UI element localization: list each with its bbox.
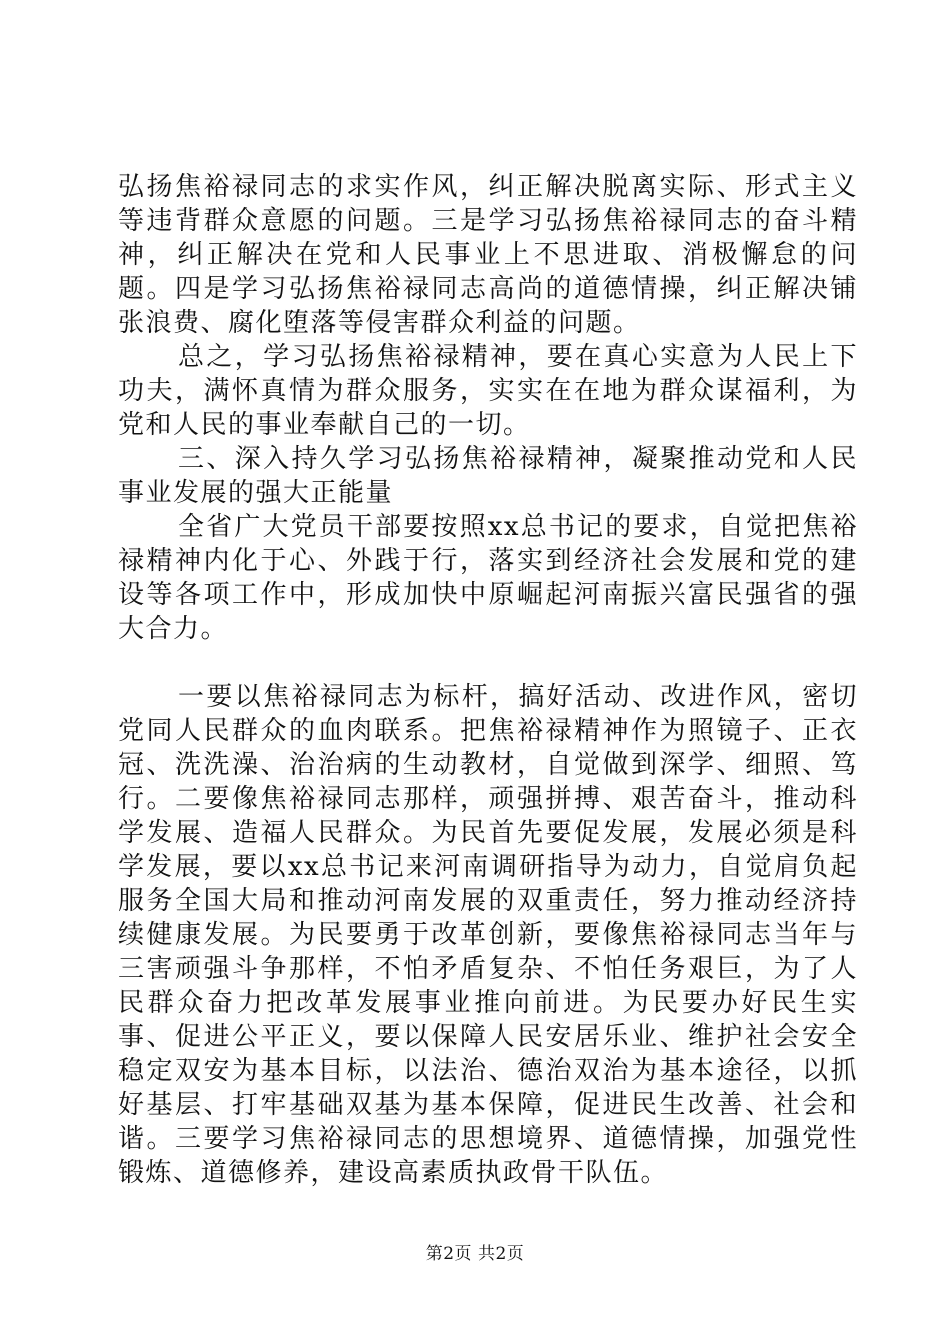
paragraph-requirements: 一要以焦裕禄同志为标杆，搞好活动、改进作风，密切党同人民群众的血肉联系。把焦裕禄精神作为照镜子、正衣冠、洗洗澡、治治病的生动教材，自觉做到深学、细照、笃行。二要像焦裕禄同志那样，顽强拼搏、艰苦奋斗，推动科学发展、造福人民群众。为民首先要促发展，发展必须是科学发展，要以xx总书记来河南调研指导为动力，自觉肩负起服务全国大局和推动河南发展的双重责任，努力推动经济持续健康发展。为民要勇于改革创新，要像焦裕禄同志当年与三害顽强斗争那样，不怕矛盾复杂、不怕任务艰巨，为了人民群众奋力把改革发展事业推向前进。为民要办好民生实事、促进公平正义，要以保障人民安居乐业、维护社会安全稳定双安为基本目标，以法治、德治双治为基本途径，以抓好基层、打牢基础双基为基本保障，促进民生改善、社会和谐。三要学习焦裕禄同志的思想境界、道德情操，加强党性锻炼、道德修养，建设高素质执政骨干队伍。 [118,682,858,1188]
document-body [118,170,858,1190]
paragraph-province-cadres: 全省广大党员干部要按照xx总书记的要求，自觉把焦裕禄精神内化于心、外践于行，落实到经济社会发展和党的建设等各项工作中，形成加快中原崛起河南振兴富民强省的强大合力。 [118,512,858,644]
paragraph-summary: 总之，学习弘扬焦裕禄精神，要在真心实意为人民上下功夫，满怀真情为群众服务，实实在在地为群众谋福利，为党和人民的事业奉献自己的一切。 [118,342,858,440]
section-heading-three: 三、深入持久学习弘扬焦裕禄精神，凝聚推动党和人民事业发展的强大正能量 [118,444,858,508]
paragraph-continuation: 弘扬焦裕禄同志的求实作风，纠正解决脱离实际、形式主义等违背群众意愿的问题。三是学习弘扬焦裕禄同志的奋斗精神，纠正解决在党和人民事业上不思进取、消极懈怠的问题。四是学习弘扬焦裕禄同志高尚的道德情操，纠正解决铺张浪费、腐化堕落等侵害群众利益的问题。 [118,172,858,338]
page-number-footer: 第2页 共2页 [425,1244,525,1264]
